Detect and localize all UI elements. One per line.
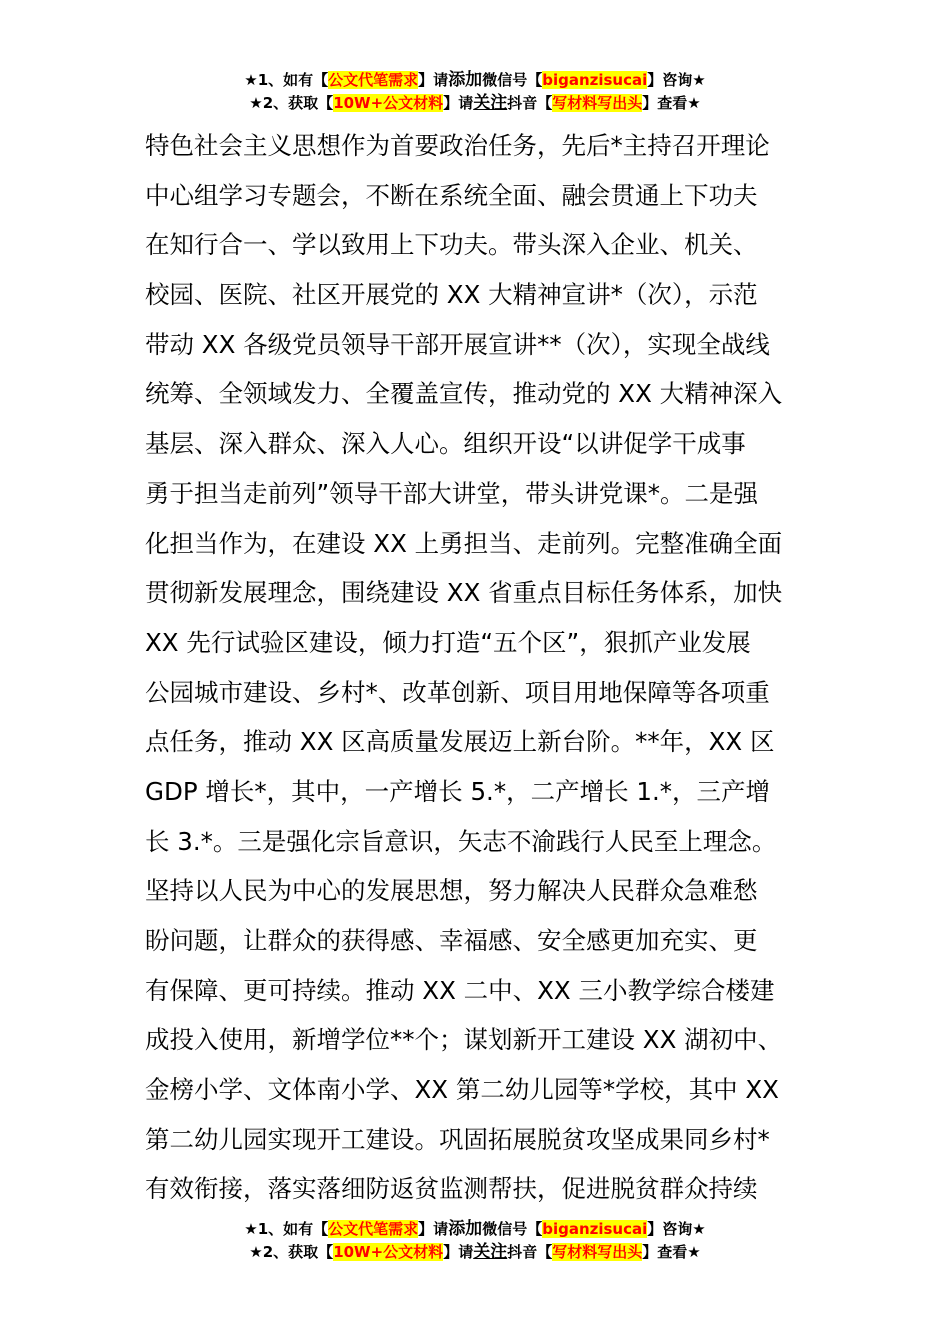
body-line: 在知行合一、学以致用上下功夫。带头深入企业、机关、	[145, 230, 758, 260]
document-body	[145, 121, 810, 1214]
banner-text: 】请	[443, 1243, 474, 1261]
body-line: 盼问题，让群众的获得感、幸福感、安全感更加充实、更	[145, 926, 758, 955]
banner-emphasis: 添加	[448, 70, 483, 90]
douyin-id-highlight: 写材料写出头	[552, 94, 643, 112]
body-line: GDP 增长*，其中，一产增长 5.*，二产增长 1.*，三产增	[145, 776, 770, 806]
banner-text: 抖音【	[507, 94, 553, 112]
body-line: 带动 XX 各级党员领导干部开展宣讲**（次），实现全战线	[145, 329, 770, 359]
wechat-id-highlight: biganzisucai	[542, 71, 648, 89]
body-line: 第二幼儿园实现开工建设。巩固拓展脱贫攻坚成果同乡村*	[145, 1124, 770, 1154]
banner-text: ★2、获取【	[249, 1243, 334, 1261]
banner-highlight: 10W+公文材料	[333, 1243, 444, 1261]
banner-text: 】请	[418, 71, 449, 89]
body-line: 勇于担当走前列”领导干部大讲堂，带头讲党课*。二是强	[145, 478, 758, 508]
banner-text: 】请	[418, 1220, 449, 1238]
body-line: 化担当作为，在建设 XX 上勇担当、走前列。完整准确全面	[145, 528, 783, 558]
body-line: 特色社会主义思想作为首要政治任务，先后*主持召开理论	[145, 131, 770, 160]
body-line: 坚持以人民为中心的发展思想，努力解决人民群众急难愁	[145, 876, 758, 906]
body-line: XX 先行试验区建设，倾力打造“五个区”，狠抓产业发展	[145, 627, 751, 657]
banner-text: 抖音【	[507, 1243, 553, 1261]
footer-banner-line-1	[0, 1218, 950, 1241]
banner-emphasis: 添加	[448, 1219, 483, 1239]
header-banner	[0, 69, 950, 115]
banner-text: ★1、如有【	[244, 71, 329, 89]
body-line: 金榜小学、文体南小学、XX 第二幼儿园等*学校，其中 XX	[145, 1075, 779, 1105]
banner-emphasis: 关注	[473, 93, 508, 113]
banner-text: ★1、如有【	[244, 1220, 329, 1238]
banner-text: 微信号【	[482, 1220, 543, 1238]
banner-text: 】请	[443, 94, 474, 112]
body-line: 公园城市建设、乡村*、改革创新、项目用地保障等各项重	[145, 677, 770, 707]
header-banner-line-2	[0, 92, 950, 115]
douyin-id-highlight: 写材料写出头	[552, 1243, 643, 1261]
banner-text: 】咨询★	[647, 71, 706, 89]
body-line: 成投入使用，新增学位**个；谋划新开工建设 XX 湖初中、	[145, 1025, 783, 1055]
body-line: 贯彻新发展理念，围绕建设 XX 省重点目标任务体系，加快	[145, 578, 783, 608]
body-line: 长 3.*。三是强化宗旨意识，矢志不渝践行人民至上理念。	[145, 826, 777, 856]
banner-text: ★2、获取【	[249, 94, 334, 112]
header-banner-line-1	[0, 69, 950, 92]
banner-highlight: 公文代笔需求	[328, 71, 419, 89]
body-line: 有保障、更可持续。推动 XX 二中、XX 三小教学综合楼建	[145, 975, 775, 1005]
footer-banner	[0, 1218, 950, 1264]
body-line: 有效衔接，落实落细防返贫监测帮扶，促进脱贫群众持续	[145, 1174, 758, 1204]
banner-highlight: 10W+公文材料	[333, 94, 444, 112]
body-line: 点任务，推动 XX 区高质量发展迈上新台阶。**年，XX 区	[145, 727, 775, 757]
banner-text: 】查看★	[642, 1243, 701, 1261]
footer-banner-line-2	[0, 1241, 950, 1264]
body-line: 基层、深入群众、深入人心。组织开设“以讲促学干成事	[145, 429, 746, 459]
banner-emphasis: 关注	[473, 1242, 508, 1262]
banner-text: 】查看★	[642, 94, 701, 112]
body-line: 统筹、全领域发力、全覆盖宣传，推动党的 XX 大精神深入	[145, 379, 783, 409]
banner-text: 】咨询★	[647, 1220, 706, 1238]
banner-text: 微信号【	[482, 71, 543, 89]
body-line: 校园、医院、社区开展党的 XX 大精神宣讲*（次），示范	[145, 280, 758, 310]
wechat-id-highlight: biganzisucai	[542, 1220, 648, 1238]
body-line: 中心组学习专题会，不断在系统全面、融会贯通上下功夫	[145, 180, 758, 210]
banner-highlight: 公文代笔需求	[328, 1220, 419, 1238]
